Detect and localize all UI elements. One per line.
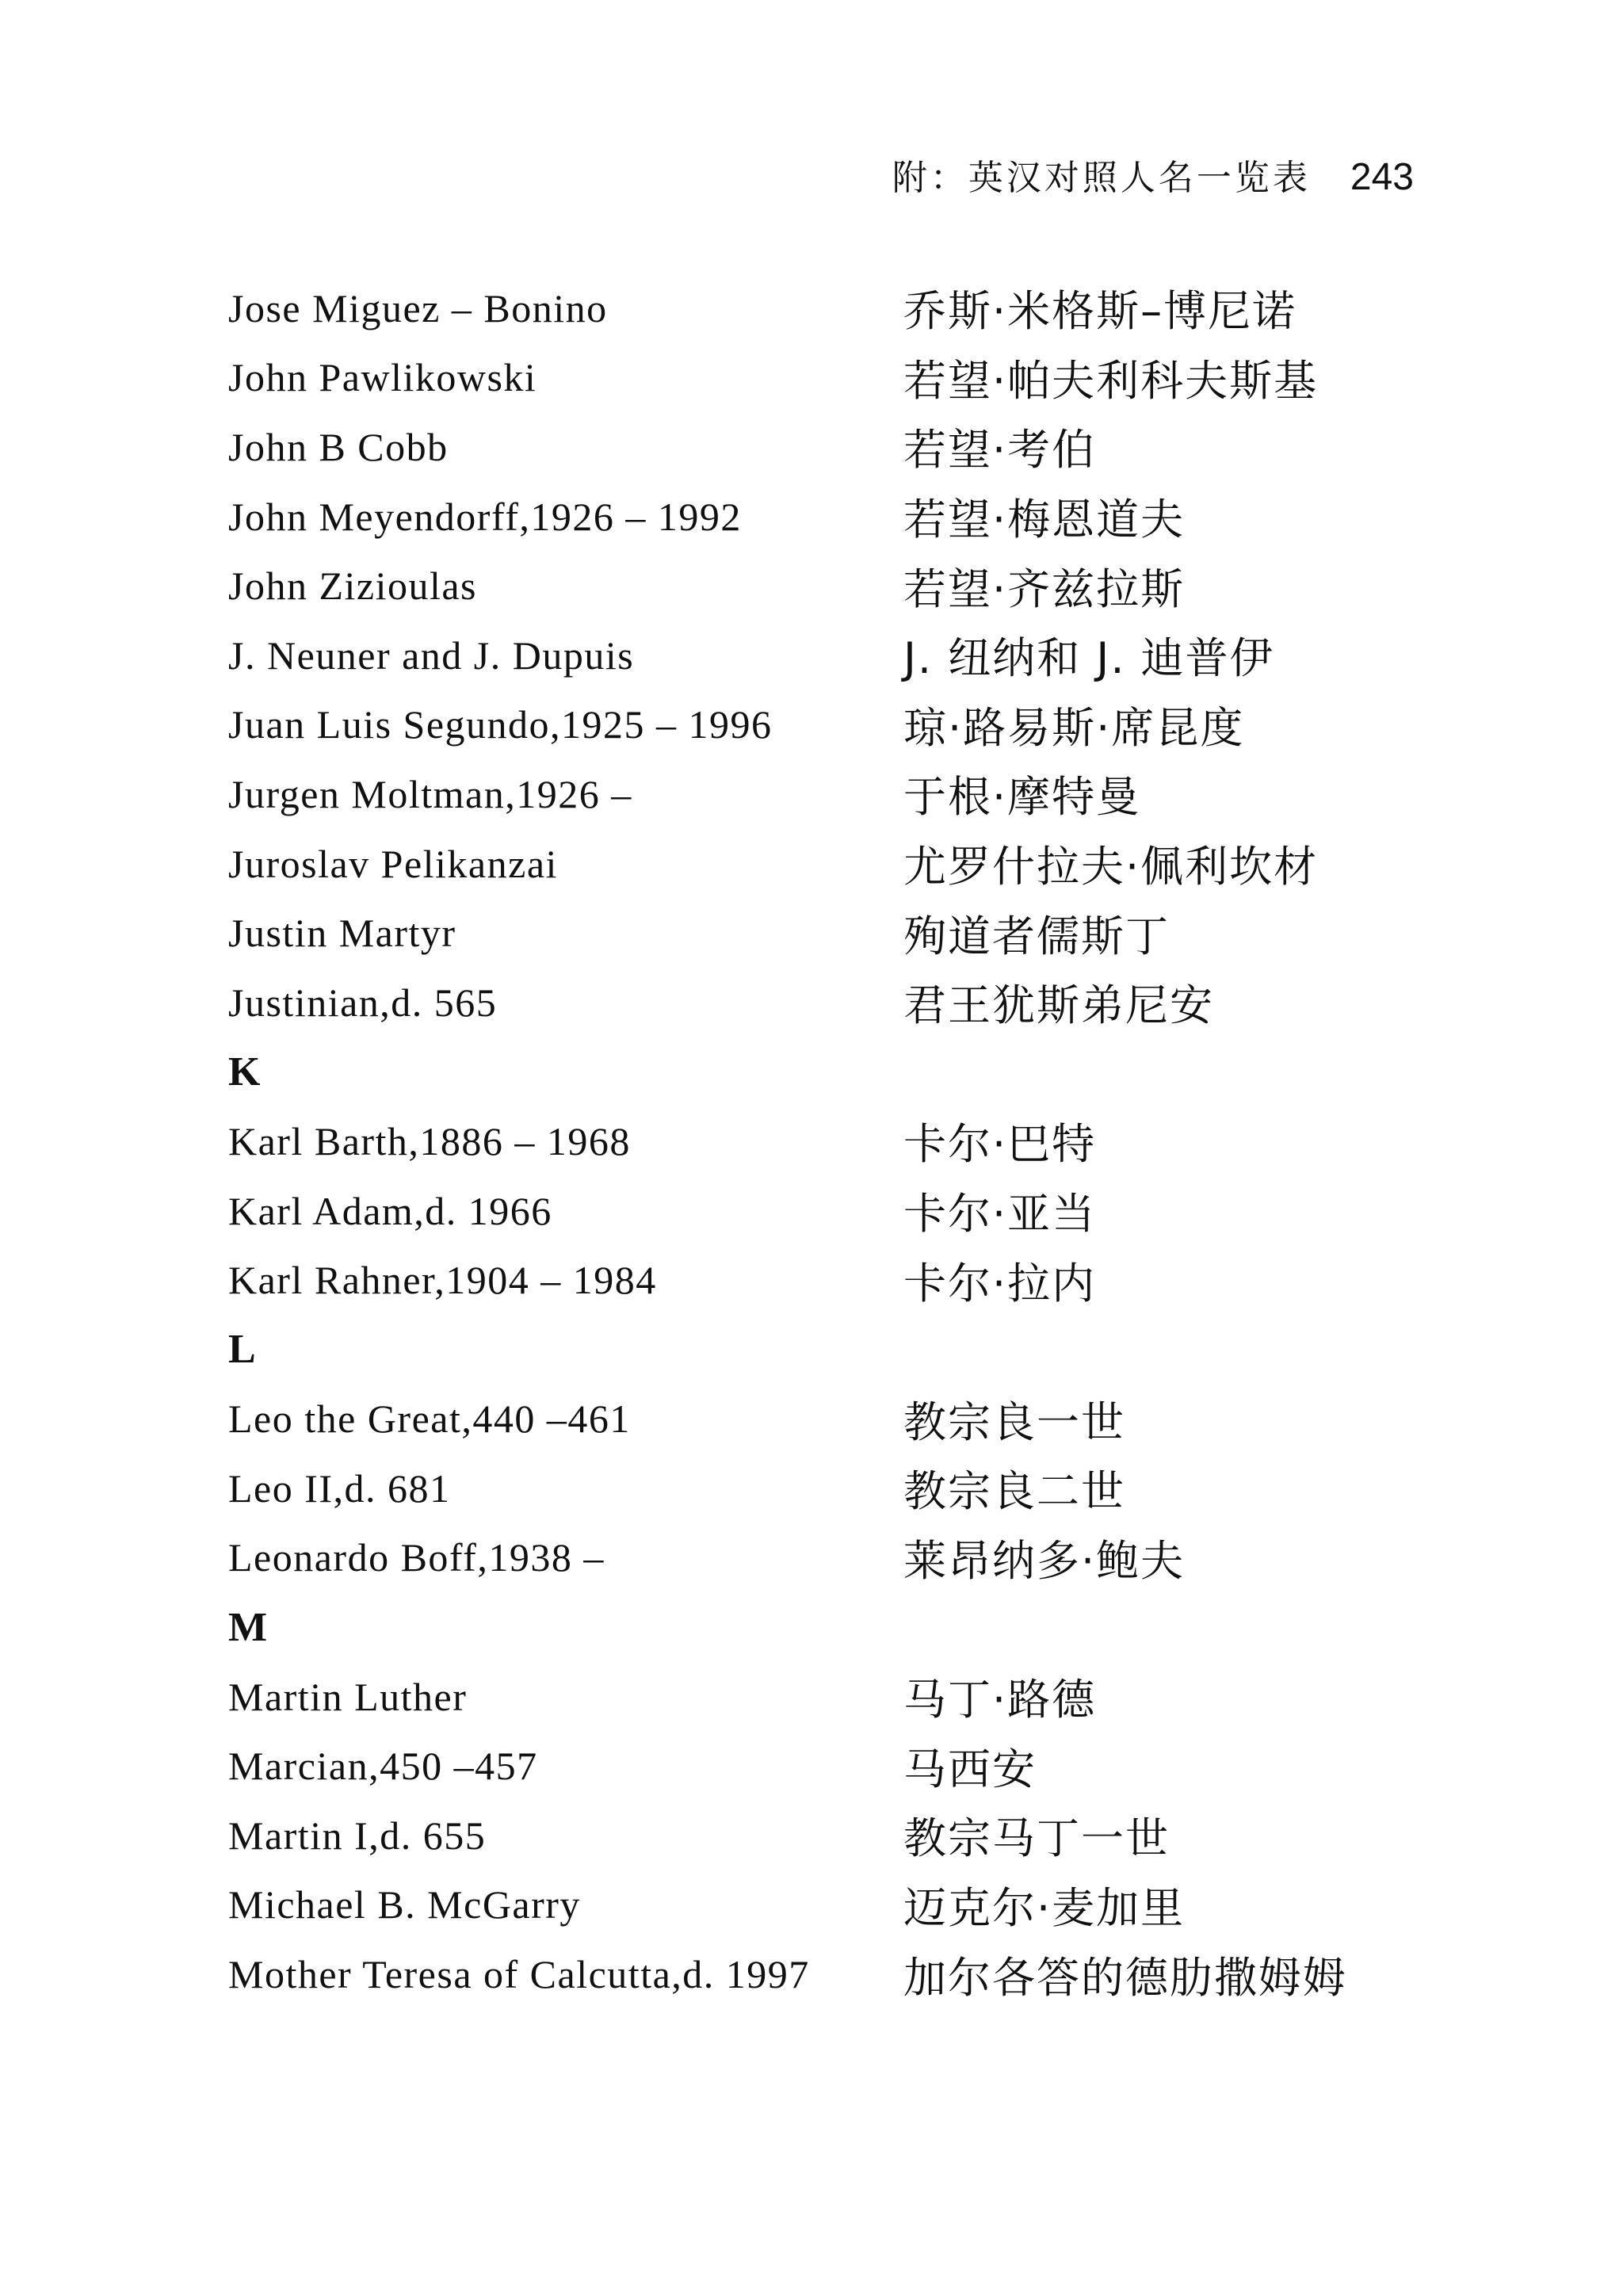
english-name: Jurgen Moltman,1926 – xyxy=(228,771,632,816)
english-name: Juroslav Pelikanzai xyxy=(228,841,558,886)
list-item xyxy=(228,1939,1385,2009)
english-name: John B Cobb xyxy=(228,424,449,469)
chinese-name: 加尔各答的德肋撒姆姆 xyxy=(903,1952,1347,2003)
section-letter: K xyxy=(228,1049,262,1095)
english-name: Marcian,450 –457 xyxy=(228,1744,538,1789)
list-item xyxy=(228,1245,1385,1315)
chinese-name: 琼·路易斯·席昆度 xyxy=(903,702,1245,753)
section-letter-row xyxy=(228,1592,1385,1662)
chinese-name: J. 纽纳和 J. 迪普伊 xyxy=(903,633,1274,684)
english-name: Juan Luis Segundo,1925 – 1996 xyxy=(228,702,773,747)
list-item xyxy=(228,759,1385,829)
chinese-name: 若望·考伯 xyxy=(903,425,1097,476)
chinese-name: 殉道者儒斯丁 xyxy=(903,911,1170,961)
section-letter: M xyxy=(228,1604,269,1650)
chinese-name: 尤罗什拉夫·佩利坎材 xyxy=(903,842,1319,892)
running-header-title: 附：英汉对照人名一览表 xyxy=(892,158,1311,198)
english-name: John Pawlikowski xyxy=(228,355,537,400)
list-item xyxy=(228,898,1385,968)
chinese-name: 马西安 xyxy=(903,1744,1037,1794)
list-item xyxy=(228,343,1385,413)
chinese-name: 若望·齐兹拉斯 xyxy=(903,563,1186,614)
chinese-name: 于根·摩特曼 xyxy=(903,772,1141,823)
chinese-name: 若望·梅恩道夫 xyxy=(903,495,1186,545)
list-item xyxy=(228,1385,1385,1454)
english-name: Leonardo Boff,1938 – xyxy=(228,1535,605,1580)
list-item xyxy=(228,621,1385,690)
english-name: Mother Teresa of Calcutta,d. 1997 xyxy=(228,1952,810,1997)
english-name: Leo the Great,440 –461 xyxy=(228,1396,631,1442)
list-item xyxy=(228,1870,1385,1940)
section-letter-row xyxy=(228,1037,1385,1107)
english-name: John Zizioulas xyxy=(228,563,478,609)
chinese-name: 君王犹斯弟尼安 xyxy=(903,980,1214,1031)
chinese-name: 迈克尔·麦加里 xyxy=(903,1882,1186,1933)
section-letter-row xyxy=(228,1315,1385,1385)
english-name: Karl Barth,1886 – 1968 xyxy=(228,1118,631,1163)
list-item xyxy=(228,412,1385,482)
chinese-name: 卡尔·巴特 xyxy=(903,1119,1097,1170)
english-name: John Meyendorff,1926 – 1992 xyxy=(228,494,742,539)
list-item xyxy=(228,551,1385,621)
list-item xyxy=(228,1801,1385,1870)
list-item xyxy=(228,1662,1385,1732)
english-name: Karl Rahner,1904 – 1984 xyxy=(228,1258,657,1303)
english-name: Martin Luther xyxy=(228,1674,468,1719)
page-header xyxy=(892,149,1414,200)
list-item xyxy=(228,1731,1385,1801)
list-item xyxy=(228,1454,1385,1523)
list-item xyxy=(228,482,1385,552)
list-item xyxy=(228,829,1385,899)
chinese-name: 莱昂纳多·鲍夫 xyxy=(903,1535,1186,1586)
chinese-name: 教宗马丁一世 xyxy=(903,1813,1170,1864)
english-name: J. Neuner and J. Dupuis xyxy=(228,632,635,678)
chinese-name: 马丁·路德 xyxy=(903,1675,1097,1725)
english-name: Justinian,d. 565 xyxy=(228,980,498,1025)
english-name: Michael B. McGarry xyxy=(228,1882,581,1927)
chinese-name: 教宗良一世 xyxy=(903,1396,1125,1447)
english-name: Leo II,d. 681 xyxy=(228,1465,451,1511)
list-item xyxy=(228,1106,1385,1176)
list-item xyxy=(228,273,1385,343)
chinese-name: 若望·帕夫利科夫斯基 xyxy=(903,355,1319,406)
english-name: Karl Adam,d. 1966 xyxy=(228,1188,552,1233)
page-number: 243 xyxy=(1350,156,1414,198)
chinese-name: 教宗良二世 xyxy=(903,1466,1125,1517)
section-letter: L xyxy=(228,1327,258,1373)
list-item xyxy=(228,690,1385,760)
english-name: Jose Miguez – Bonino xyxy=(228,285,608,330)
list-item xyxy=(228,1523,1385,1593)
list-item xyxy=(228,1176,1385,1246)
chinese-name: 乔斯·米格斯–博尼诺 xyxy=(903,286,1297,337)
list-item xyxy=(228,968,1385,1037)
chinese-name: 卡尔·亚当 xyxy=(903,1189,1097,1240)
name-list xyxy=(228,273,1385,2009)
chinese-name: 卡尔·拉内 xyxy=(903,1258,1097,1308)
english-name: Martin I,d. 655 xyxy=(228,1813,487,1858)
english-name: Justin Martyr xyxy=(228,911,456,956)
